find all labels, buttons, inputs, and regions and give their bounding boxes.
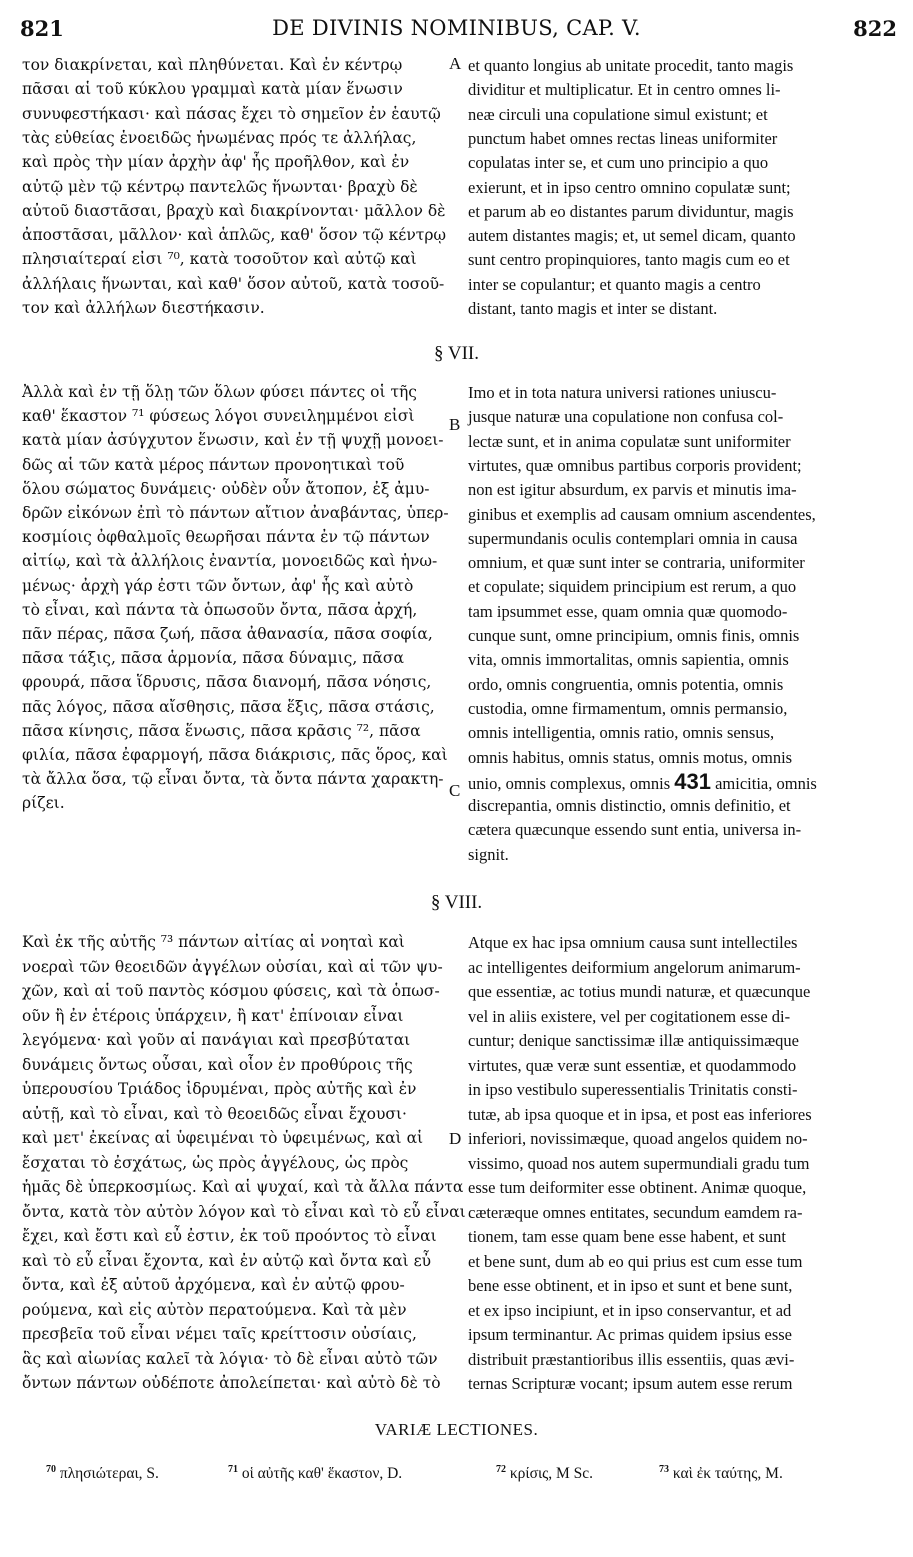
latin-text-line: ginibus et exemplis ad causam omnium ascendentes, [468, 504, 816, 524]
greek-text-line: ἀποστᾶσαι, μᾶλλον· καὶ ἁπλῶς, καθ' ὅσον τῷ κέντρῳ [22, 226, 447, 245]
latin-text-line: neæ circuli una copulatione simul existunt; et [468, 104, 768, 124]
greek-text-line: καὶ τὸ εὖ εἶναι ἔχοντα, καὶ ἐν αὐτῷ καὶ ὄντα καὶ εὖ [22, 1251, 432, 1270]
margin-letter-c: C [449, 781, 461, 800]
latin-text-line: signit. [468, 844, 509, 864]
latin-text-line: vel in aliis existere, vel per cogitationem esse di- [468, 1006, 791, 1026]
latin-text-line: cæteræque omnes entitates, secundum eamdem ra- [468, 1202, 803, 1222]
greek-text-line: ὑπερουσίου Τριάδος ἱδρυμέναι, πρὸς αὐτῆς καὶ ἐν [22, 1080, 417, 1098]
greek-text-line: ἃς καὶ αἰωνίας καλεῖ τὰ λόγια· τὸ δὲ εἶναι αὐτὸ τῶν [22, 1349, 438, 1368]
greek-text-line: καθ' ἕκαστον ⁷¹ φύσεως λόγοι συνειλημμένοι εἰσὶ [22, 407, 415, 426]
greek-text-line: αὐτοῦ διαστᾶσαι, βραχὺ καὶ διακρίνονται· μᾶλλον δὲ [22, 201, 446, 220]
greek-text-line: δῶς αἱ τῶν κατὰ μέρος πάντων προνοητικαὶ τοῦ [22, 455, 405, 474]
greek-text-line: πᾶν πέρας, πᾶσα ζωή, πᾶσα ἀθανασία, πᾶσα σοφία, [22, 625, 433, 643]
greek-text-line: καὶ μετ' ἐκείνας αἱ ὑφειμέναι τὸ ὑφειμένως, καὶ αἱ [22, 1129, 424, 1147]
latin-text-line: inter se copulantur; et quanto magis a centro [468, 274, 761, 294]
latin-text-line: ordo, omnis congruentia, omnis potentia, omnis [468, 674, 784, 694]
section-heading-vii: § VII. [433, 343, 480, 364]
greek-text-line: τὰ ἄλλα ὅσα, τῷ εἶναι ὄντα, τὰ ὄντα πάντα χαρακτη- [22, 770, 444, 789]
greek-text-line: πᾶσαι αἱ τοῦ κύκλου γραμμαὶ κατὰ μίαν ἕνωσιν [22, 80, 403, 99]
greek-text-line: κατὰ μίαν ἀσύγχυτον ἕνωσιν, καὶ ἐν τῇ ψυχῇ μονοει- [22, 431, 444, 450]
latin-text-line: exierunt, et in ipso centro omnino copulatæ sunt; [468, 177, 791, 197]
latin-text-line: ac intelligentes deiformium angelorum animarum- [468, 957, 801, 977]
page-number-right: 822 [853, 16, 897, 41]
section-heading-viii: § VIII. [430, 892, 483, 913]
greek-text-line: φρουρά, πᾶσα ἵδρυσις, πᾶσα διανομή, πᾶσα νόησις, [22, 673, 432, 692]
greek-text-line: Ἀλλὰ καὶ ἐν τῇ ὅλῃ τῶν ὅλων φύσει πάντες οἱ τῆς [22, 383, 417, 401]
latin-text-line: virtutes, quæ veræ sunt essentiæ, et quodammodo [468, 1055, 797, 1075]
latin-text-line: Atque ex hac ipsa omnium causa sunt intellectiles [468, 933, 798, 952]
latin-text-fragment: unio, omnis complexus, omnis [468, 773, 675, 793]
greek-text-line: ἀλλήλαις ἥνωνται, καὶ καθ' ὅσον αὐτοῦ, κατὰ τοσοῦ- [22, 274, 445, 293]
variant-note-72 [496, 1464, 593, 1483]
latin-text-line: et quanto longius ab unitate procedit, tanto magis [468, 56, 794, 75]
latin-text-line: que essentiæ, ac totius mundi naturæ, et quæcunque [468, 982, 811, 1001]
latin-text-line: in ipso vestibulo superessentialis Trinitatis consti- [468, 1080, 798, 1099]
latin-text-line: et parum ab eo distantes parum dividuntur, magis [468, 201, 794, 221]
variant-note-71 [228, 1464, 402, 1483]
greek-text-line: ἔχει, καὶ ἔστι καὶ εὖ ἐστιν, ἐκ τοῦ προόντος τὸ εἶναι [22, 1227, 437, 1245]
greek-text-line: αὐτῷ μὲν τῷ κέντρῳ παντελῶς ἥνωνται· βραχὺ δὲ [22, 177, 418, 196]
latin-text-line: distant, tanto magis et inter se distant. [468, 299, 718, 318]
variant-note-73 [659, 1464, 783, 1483]
margin-letter-a: A [449, 54, 462, 73]
latin-text-line: supermundanis oculis contemplari omnia in causa [468, 528, 798, 548]
latin-text-line: distribuit præstantioribus illis essentiis, quas ævi- [468, 1349, 795, 1369]
column-number: 431 [674, 768, 711, 794]
variant-note-number: 72 [496, 1464, 506, 1475]
greek-text-line: κοσμίοις ὀφθαλμοῖς θεωρῆσαι πάντα ἐν τῷ πάντων [22, 528, 430, 547]
greek-text-line: δρῶν εἰκόνων ἐπὶ τὸ πάντων αἴτιον ἀναβάντας, ὑπερ- [22, 504, 449, 522]
latin-text-line: ternas Scripturæ vocant; ipsum autem esse rerum [468, 1374, 793, 1393]
greek-text-line: ἔσχαται τὸ ἐσχάτως, ὡς πρὸς ἀγγέλους, ὡς πρὸς [22, 1153, 409, 1172]
margin-letter-b: B [449, 415, 461, 434]
latin-text-line: omnis habitus, omnis status, omnis motus, omnis [468, 747, 793, 767]
greek-text-line: πᾶσα κίνησις, πᾶσα ἕνωσις, πᾶσα κρᾶσις ⁷², πᾶσα [22, 721, 421, 740]
latin-text-line: esse tum deiformiter esse obtinent. Animæ quoque, [468, 1178, 807, 1197]
variant-note-70 [46, 1464, 159, 1483]
variant-note-text: πλησιώτεραι, S. [59, 1465, 159, 1483]
latin-text-line: tionem, tam esse quam bene esse habent, et sunt [468, 1227, 786, 1246]
latin-text-line: vita, omnis immortalitas, omnis sapientia, omnis [468, 650, 789, 670]
latin-text-line: omnis intelligentia, omnis ratio, omnis sensus, [468, 723, 775, 743]
greek-text-line: φιλία, πᾶσα ἐφαρμογή, πᾶσα διάκρισις, πᾶς ὅρος, καὶ [22, 746, 448, 764]
greek-text-line: ἡμᾶς δὲ ὑπερκοσμίως. Καὶ αἱ ψυχαί, καὶ τὰ ἄλλα πάντα [22, 1178, 464, 1196]
latin-text-line: tutæ, ab ipsa quoque et in ipsa, et post eas inferiores [468, 1104, 812, 1124]
latin-text-line: lectæ sunt, et in anima copulatæ sunt uniformiter [468, 431, 791, 451]
greek-text-line: λεγόμενα· καὶ γοῦν αἱ πανάγιαι καὶ πρεσβύταται [22, 1031, 411, 1049]
latin-text-line: non est igitur absurdum, ex parvis et minutis ima- [468, 480, 797, 500]
latin-text-line: vissimo, quoad nos autem supermundiali gradu tum [468, 1153, 810, 1173]
latin-text-line: bene esse obtinent, et in ipso et sunt et bene sunt, [468, 1276, 793, 1295]
latin-text-line: omnium, et quæ sunt inter se contraria, uniformiter [468, 553, 805, 573]
latin-text-line: cuntur; denique sanctissimæ illæ antiquissimæque [468, 1031, 799, 1050]
latin-text-line: et copulate; siquidem principium est rerum, a quo [468, 577, 797, 597]
greek-text-line: πρεσβεῖα τοῦ εἶναι νέμει ταῖς κρείττοσιν οὐσίαις, [22, 1325, 417, 1343]
greek-text-line: νοεραὶ τῶν θεοειδῶν ἀγγέλων οὐσίαι, καὶ αἱ τῶν ψυ- [22, 957, 443, 976]
greek-text-line: τον καὶ ἀλλήλων διεστήκασιν. [22, 299, 265, 317]
latin-text-line: cætera quæcunque essendo sunt entia, universa in- [468, 820, 802, 840]
greek-text-line: δυνάμεις ὄντως οὖσαι, καὶ οἷον ἐν προθύροις τῆς [22, 1055, 413, 1074]
latin-text-line: autem distantes magis; et, ut semel dicam, quanto [468, 226, 796, 246]
greek-text-line: καὶ πρὸς τὴν μίαν ἀρχὴν ἀφ' ἧς προῆλθον, καὶ ἐν [22, 153, 410, 172]
variant-note-number: 71 [228, 1464, 238, 1475]
greek-text-line: τον διακρίνεται, καὶ πληθύνεται. Καὶ ἐν κέντρῳ [22, 56, 403, 74]
latin-text-line: copulatas inter se, et cum uno principio a quo [468, 153, 769, 173]
latin-text-line: et ex ipso incipiunt, et in ipso conservantur, et ad [468, 1300, 792, 1320]
running-title: DE DIVINIS NOMINIBUS, CAP. V. [272, 16, 641, 40]
variant-note-text: κρίσις, M Sc. [509, 1465, 594, 1483]
greek-text-line: ὄντων πάντων οὐδέποτε ἀπολείπεται· καὶ αὐτὸ δὲ τὸ [22, 1374, 441, 1392]
greek-text-line: πᾶσα τάξις, πᾶσα ἁρμονία, πᾶσα δύναμις, πᾶσα [22, 649, 404, 668]
greek-text-line: Καὶ ἐκ τῆς αὐτῆς ⁷³ πάντων αἰτίας αἱ νοηταὶ καὶ [22, 933, 405, 951]
greek-text-line: οῦν ἢ ἐν ἑτέροις ὑπάρχειν, ἢ κατ' ἐπίνοιαν εἶναι [22, 1006, 404, 1025]
greek-text-line: αὐτῇ, καὶ τὸ εἶναι, καὶ τὸ θεοειδῶς εἶναι ἔχουσι· [22, 1104, 407, 1123]
latin-text-line: custodia, omne firmamentum, omnis permansio, [468, 698, 788, 718]
greek-text-line: ρίζει. [22, 794, 65, 813]
variant-note-text: καὶ ἐκ ταύτης, M. [672, 1465, 783, 1483]
latin-text-line: punctum habet omnes rectas lineas uniformiter [468, 128, 778, 148]
latin-text-line: tam ipsummet esse, quam omnia quæ quomodo- [468, 601, 788, 621]
variant-note-text: οἱ αὐτῆς καθ' ἕκαστον, D. [241, 1465, 403, 1483]
latin-text-line: inferiori, novissimæque, quoad angelos quidem no- [468, 1129, 808, 1148]
latin-text-fragment: amicitia, omnis [710, 773, 817, 793]
latin-text-line: et bene sunt, dum ab eo qui prius est cum esse tum [468, 1251, 803, 1271]
variant-note-number: 73 [659, 1464, 669, 1475]
greek-text-line: αἰτίῳ, καὶ τὰ ἀλλήλοις ἐναντία, μονοειδῶς καὶ ἡνω- [22, 552, 438, 571]
latin-text-line: discrepantia, omnis distinctio, omnis definitio, et [468, 796, 791, 816]
greek-text-line: ὅλου σώματος δυνάμεις· οὐδὲν οὖν ἄτοπον, ἐξ ἀμυ- [22, 479, 430, 498]
variant-note-number: 70 [46, 1464, 56, 1475]
greek-text-line: τὰς εὐθείας ἑνοειδῶς ἡνωμένας πρός τε ἀλλήλας, [22, 128, 417, 147]
latin-text-line: ipsum terminantur. Ac primas quidem ipsius esse [468, 1325, 793, 1344]
greek-text-line: ὄντα, καὶ ἐξ αὐτοῦ ἀρχόμενα, καὶ ἐν αὐτῷ φρου- [22, 1276, 405, 1294]
variae-lectiones-heading: VARIÆ LECTIONES. [374, 1420, 539, 1439]
greek-text-line: πλησιαίτεραί εἰσι ⁷⁰, κατὰ τοσοῦτον καὶ αὐτῷ καὶ [22, 250, 417, 269]
latin-text-line: virtutes, quæ omnibus partibus corporis provident; [468, 455, 802, 475]
margin-letter-d: D [449, 1129, 462, 1148]
greek-text-line: χῶν, καὶ αἱ τοῦ παντὸς κόσμου φύσεις, καὶ τὰ ὁπωσ- [22, 982, 440, 1000]
greek-text-line: ρούμενα, καὶ εἰς αὐτὸν περατούμενα. Καὶ τὰ μὲν [22, 1300, 407, 1319]
latin-text-line: sunt centro propinquiores, tanto magis cum eo et [468, 250, 790, 270]
greek-text-line: μένως· ἀρχὴ γάρ ἐστι τῶν ὄντων, ἀφ' ἧς καὶ αὐτὸ [22, 576, 414, 595]
latin-text-line: cunque sunt, omne principium, omnis finis, omnis [468, 626, 800, 645]
greek-text-line: τὸ εἶναι, καὶ πάντα τὰ ὁπωσοῦν ὄντα, πᾶσα ἀρχή, [22, 600, 418, 619]
latin-text-line: dividitur et multiplicatur. Et in centro omnes li- [468, 80, 781, 100]
greek-text-line: πᾶς λόγος, πᾶσα αἴσθησις, πᾶσα ἕξις, πᾶσα στάσις, [22, 697, 435, 716]
latin-text-line: Imo et in tota natura universi rationes uniuscu- [468, 383, 777, 402]
greek-text-line: συνυφεστήκασι· καὶ πάσας ἔχει τὸ σημεῖον ἐν ἑαυτῷ [22, 104, 441, 123]
latin-text-line [468, 769, 817, 795]
greek-text-line: ὄντα, κατὰ τὸν αὐτὸν λόγον καὶ τὸ εἶναι καὶ τὸ εὖ εἶναι [22, 1202, 466, 1221]
page-number-left: 821 [20, 16, 64, 41]
latin-text-line: jusque naturæ una copulatione non confusa col- [468, 407, 784, 427]
